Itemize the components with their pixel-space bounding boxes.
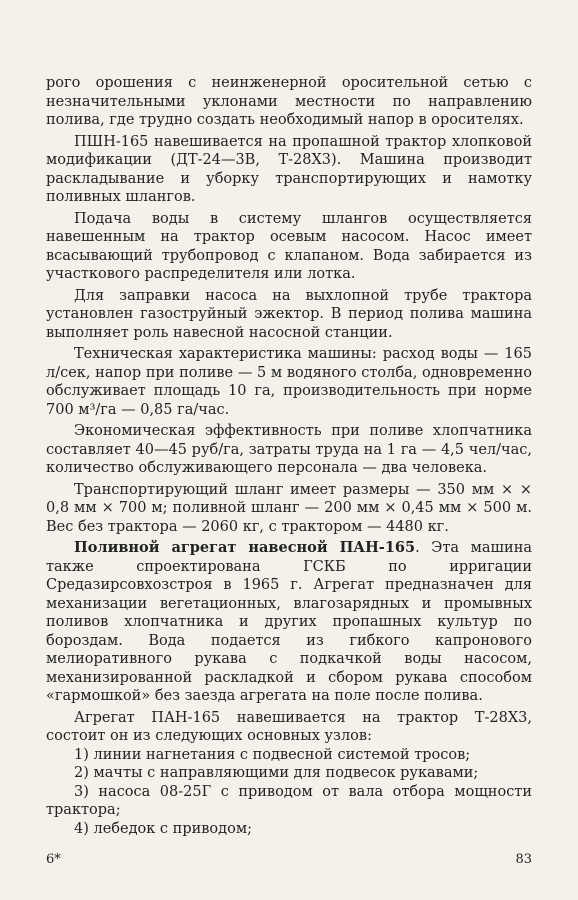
section-heading-pan-165: Поливной агрегат навесной ПАН-165 (74, 539, 416, 556)
paragraph-economic-efficiency: Экономическая эффективность при поливе хлопчатника составляет 40—45 руб/га, затраты труда на 1 га — 4,5 чел/час, количество обслуживающего персонала — два человека. (46, 423, 532, 476)
page-number: 83 (515, 852, 532, 867)
list-item-4: 4) лебедок с приводом; (74, 820, 252, 837)
paragraph-pan-165 (46, 539, 532, 706)
paragraph-continuation: рого орошения с неинженерной оросительной сетью с незначительными уклонами местности по направлению полива, где трудно создать необходимый напор в оросителях. (46, 75, 532, 128)
body-text (46, 74, 532, 838)
list-item-2: 2) мачты с направляющими для подвесок рукавами; (74, 765, 479, 781)
paragraph-pan-intro: Агрегат ПАН-165 навешивается на трактор Т-28Х3, состоит он из следующих основных узлов: (46, 709, 532, 744)
paragraph-pshn-mounting: ПШН-165 навешивается на пропашной трактор хлопковой модификации (ДТ-24—3В, Т-28Х3). Машина производит раскладывание и уборку транспортирующих и намотку поливных шлангов. (46, 133, 532, 205)
paragraph-hose-dimensions: Транспортирующий шланг имеет размеры — 350 мм × × 0,8 мм × 700 м; поливной шланг — 200 мм × 0,45 мм × 500 м. Вес без трактора — 2060 кг, с трактором — 4480 кг. (46, 481, 532, 535)
page-content (46, 74, 532, 838)
list-item-3: 3) насоса 08-25Г с приводом от вала отбора мощности трактора; (46, 783, 532, 818)
paragraph-water-supply: Подача воды в систему шлангов осуществляется навешенным на трактор осевым насосом. Насос имеет всасывающий трубопровод с клапаном. Вода забирается из участкового распределителя или лотка. (46, 210, 532, 282)
signature-mark: 6* (46, 852, 61, 867)
pan-165-description: . Эта машина также спроектирована ГСКБ по ирригации Средазирсовхозстроя в 1965 г. Агрегат предназначен для механизации вегетационных, влагозарядных и промывных поливов хлопчатника и других пропашных культур по бороздам. Вода подается из гибкого капронового мелиоративного рукава с подкачкой воды насосом, механизированной раскладкой и сбором рукава способом «гармошкой» без заезда агрегата на поле после полива. (46, 540, 532, 704)
paragraph-technical-specs: Техническая характеристика машины: расход воды — 165 л/сек, напор при поливе — 5 м водяного столба, одновременно обслуживает площадь 10 га, производительность при норме 700 м³/га — 0,85 га/час. (46, 346, 532, 418)
list-item-1: 1) линии нагнетания с подвесной системой тросов; (74, 746, 471, 763)
paragraph-pump-priming: Для заправки насоса на выхлопной трубе трактора установлен газоструйный эжектор. В период полива машина выполняет роль навесной насосной станции. (46, 287, 532, 341)
